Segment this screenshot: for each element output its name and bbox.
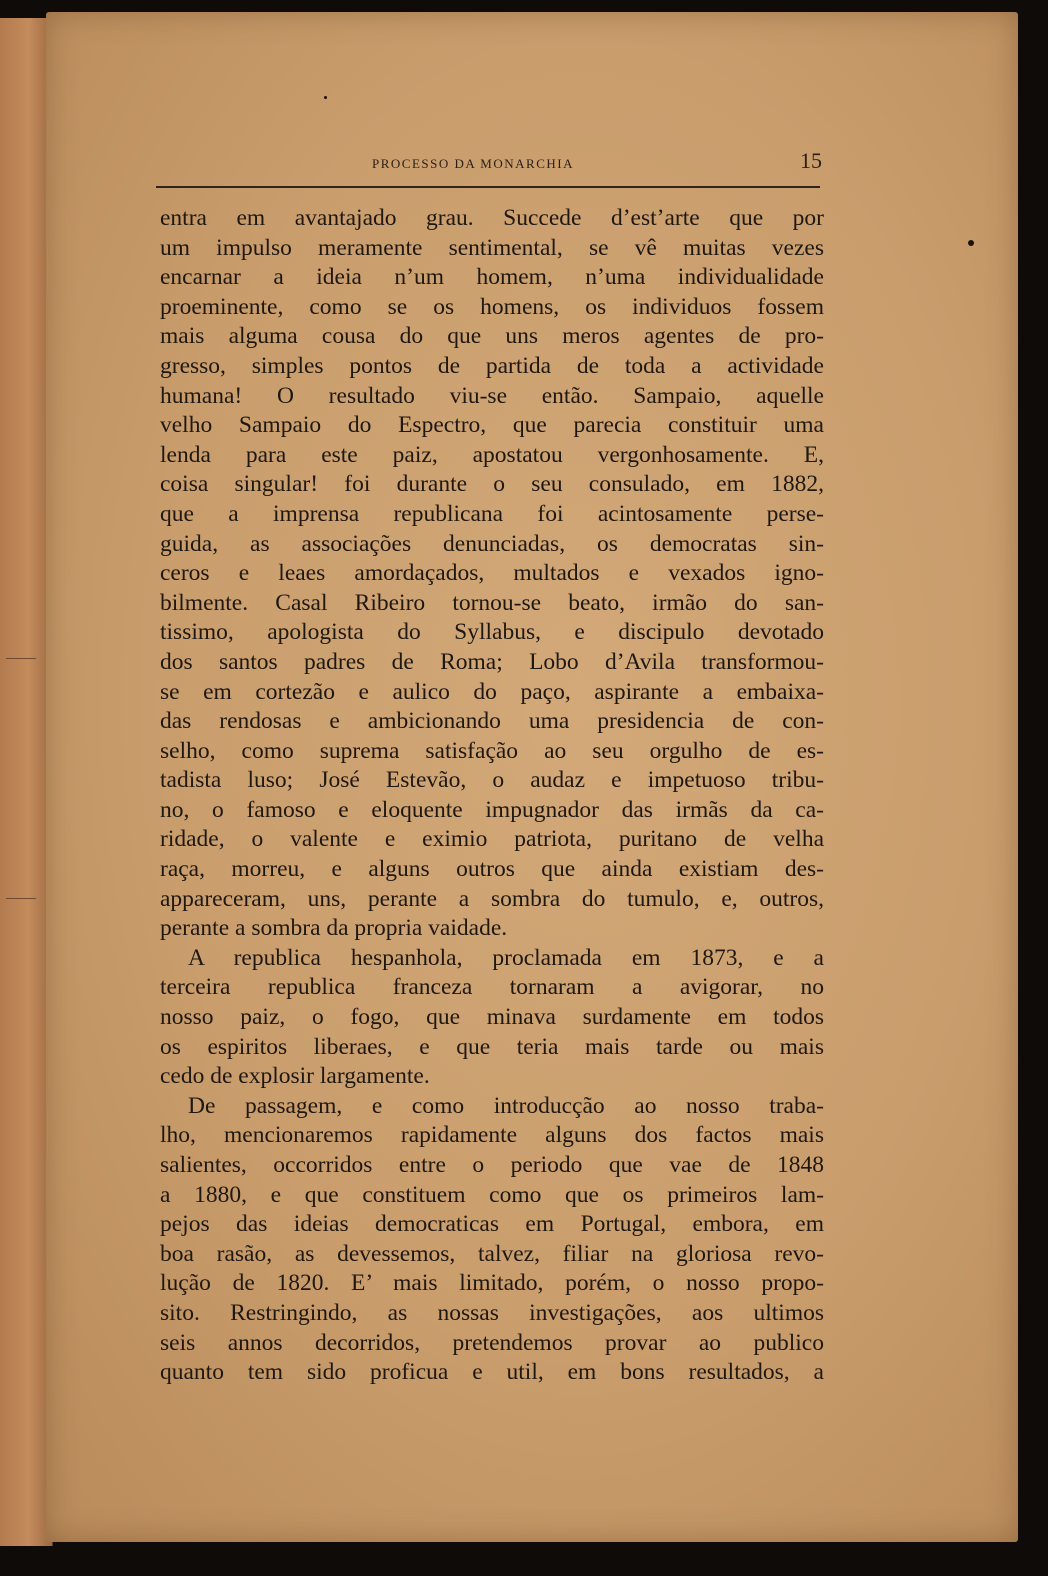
text-line: ceros e leaes amordaçados, multados e vexados igno- [160,560,824,587]
text-line: salientes, occorridos entre o periodo que vae de 1848 [160,1152,824,1178]
text-line: quanto tem sido proficua e util, em bons resultados, a [160,1359,824,1386]
text-line: os espiritos liberaes, e que teria mais tarde ou mais [160,1033,824,1060]
text-line: perante a sombra da propria vaidade. [160,915,508,942]
ink-spot [968,240,974,246]
text-line: pejos das ideias democraticas em Portugal, embora, em [160,1211,824,1238]
binding-mark [6,658,36,659]
text-line: humana! O resultado viu-se então. Sampaio, aquelle [160,382,824,409]
running-head: PROCESSO DA MONARCHIA [372,156,574,171]
body-text [160,204,824,1388]
text-line: sito. Restringindo, as nossas investigações, aos ultimos [160,1299,824,1326]
page-header [156,146,824,176]
text-line: seis annos decorridos, pretendemos provar ao publico [160,1329,824,1356]
text-line: entra em avantajado grau. Succede d’est’arte que por [160,205,824,231]
text-line: a 1880, e que constituem como que os primeiros lam- [160,1181,824,1208]
text-line: tissimo, apologista do Syllabus, e discipulo devotado [160,619,824,646]
text-line: selho, como suprema satisfação ao seu orgulho de es- [160,737,824,764]
text-line: velho Sampaio do Espectro, que parecia constituir uma [160,412,824,439]
page-number: 15 [800,148,822,173]
text-line: das rendosas e ambicionando uma presidencia de con- [160,708,824,735]
text-line: um impulso meramente sentimental, se vê muitas vezes [160,234,824,261]
text-line: lenda para este paiz, apostatou vergonhosamente. E, [160,441,824,468]
text-line: encarnar a ideia n’um homem, n’uma individualidade [160,264,824,291]
ink-spot [324,96,327,99]
text-line: gresso, simples pontos de partida de toda a actividade [160,352,824,379]
text-line: nosso paiz, o fogo, que minava surdamente em todos [160,1004,824,1031]
text-line: raça, morreu, e alguns outros que ainda existiam des- [160,856,824,883]
text-line: proeminente, como se os homens, os individuos fossem [160,293,824,320]
header-rule [156,186,820,188]
text-line: De passagem, e como introducção ao nosso traba- [188,1092,824,1119]
text-line: bilmente. Casal Ribeiro tornou-se beato, irmão do san- [160,589,824,616]
text-line: appareceram, uns, perante a sombra do tumulo, e, outros, [160,885,824,912]
text-line: mais alguma cousa do que uns meros agentes de pro- [160,323,824,350]
text-line: guida, as associações denunciadas, os democratas sin- [160,530,824,557]
text-line: terceira republica franceza tornaram a avigorar, no [160,974,824,1001]
text-line: dos santos padres de Roma; Lobo d’Avila transformou- [160,648,824,675]
text-line: tadista luso; José Estevão, o audaz e impetuoso tribu- [160,767,824,794]
text-line: boa rasão, as devessemos, talvez, filiar na gloriosa revo- [160,1240,824,1267]
text-line: cedo de explosir largamente. [160,1063,430,1090]
text-line: ridade, o valente e eximio patriota, puritano de velha [160,826,824,853]
text-line: que a imprensa republicana foi acintosamente perse- [160,500,824,527]
binding-mark [6,898,36,899]
text-line: lução de 1820. E’ mais limitado, porém, o nosso propo- [160,1270,824,1297]
text-line: A republica hespanhola, proclamada em 1873, e a [188,944,824,971]
text-line: se em cortezão e aulico do paço, aspirante a embaixa- [160,678,824,705]
text-line: no, o famoso e eloquente impugnador das irmãs da ca- [160,796,824,823]
text-line: lho, mencionaremos rapidamente alguns dos factos mais [160,1122,824,1149]
text-line: coisa singular! foi durante o seu consulado, em 1882, [160,471,824,498]
